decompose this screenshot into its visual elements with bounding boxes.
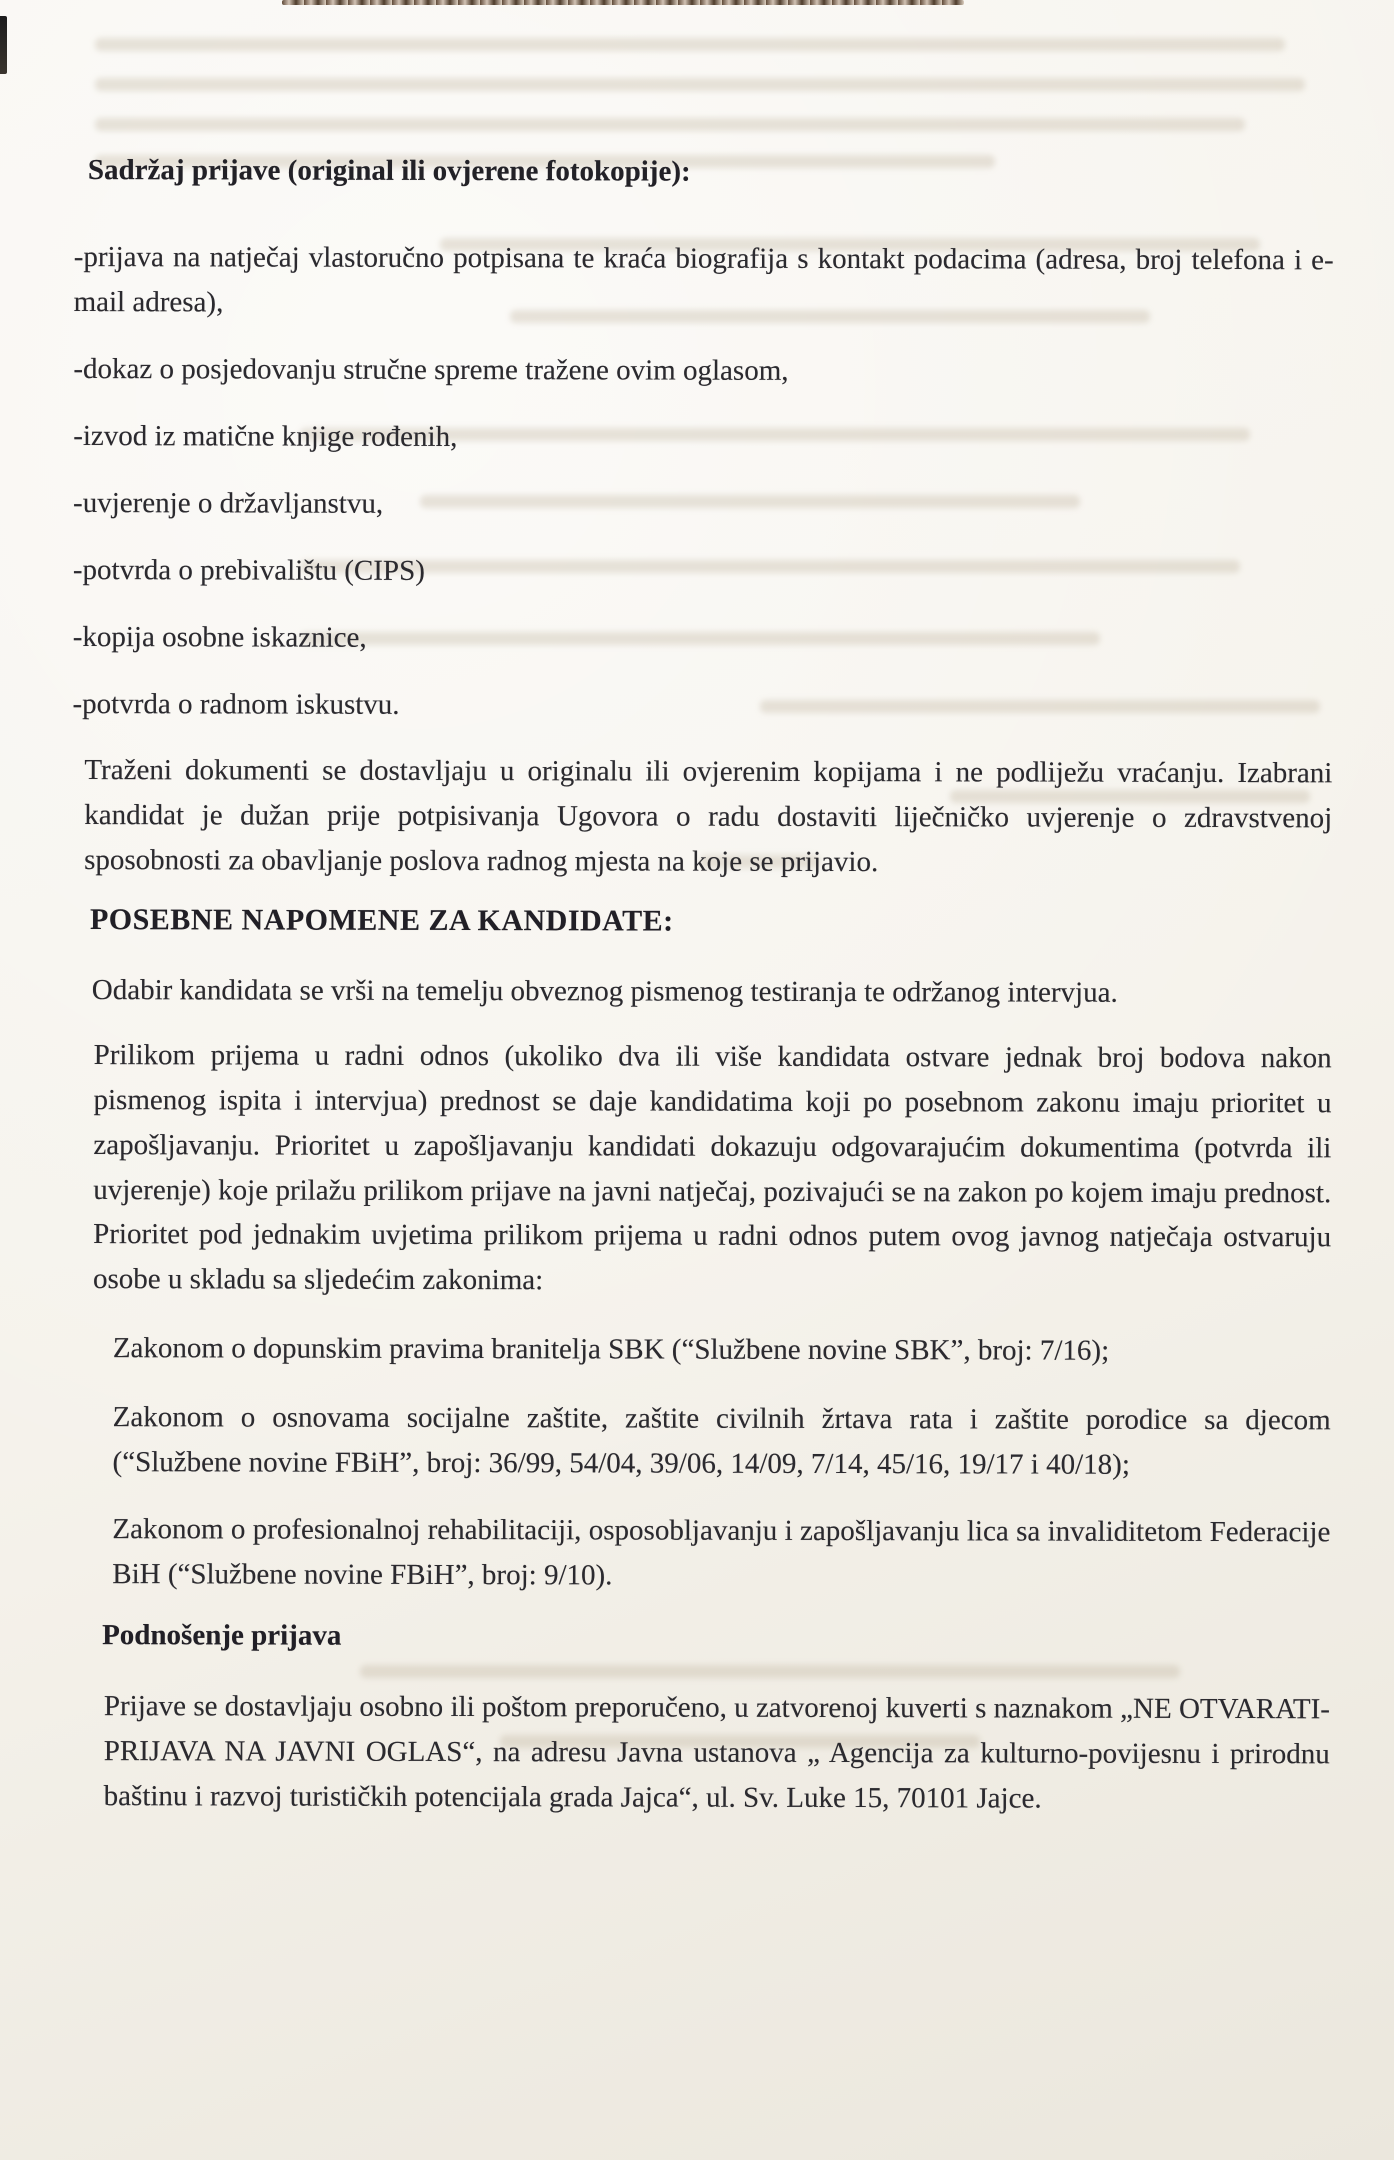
paragraph-required-documents: Traženi dokumenti se dostavljaju u originalu ili ovjerenim kopijama i ne podliježu vraćanju. Izabrani kandidat je dužan prije potpisivanja Ugovora o radu dostaviti liječničko uvjerenje o zdravstvenoj sposobnosti za obavljanje poslova radnog mjesta na koje se prijavio.	[84, 754, 1333, 879]
law-reference: Zakonom o osnovama socijalne zaštite, zaštite civilnih žrtava rata i zaštite porodice sa djecom (“Službene novine FBiH”, broj: 36/99, 54/04, 39/06, 14/09, 7/14, 45/16, 19/17 i 40/18);	[112, 1401, 1331, 1481]
law-reference: Zakonom o dopunskim pravima branitelja SBK (“Službene novine SBK”, broj: 7/16);	[112, 1332, 1110, 1368]
document-content	[68, 148, 1334, 1822]
paragraph-employment-priority: Prilikom prijema u radni odnos (ukoliko dva ili više kandidata ostvare jednak broj bodova nakon pismenog ispita i intervjua) prednost se daje kandidatima koji po posebnom zakonu imaju prioritet u zapošljavanju. Prioritet u zapošljavanju kandidati dokazuju odgovarajućim dokumentima (potvrda ili uvjerenje) koje prilažu prilikom prijave na javni natječaj, pozivajući se na zakon po kojem imaju prednost. Prioritet pod jednakim uvjetima prilikom prijema u radni odnos putem ovog javnog natječaja ostvaruju osobe u skladu sa sljedećim zakonima:	[92, 1038, 1332, 1297]
document-title: Sadržaj prijave (original ili ovjerene fotokopije):	[87, 154, 691, 188]
bleed-through-line	[95, 118, 1245, 131]
bleed-through-line	[95, 78, 1305, 91]
application-item: -dokaz o posjedovanju stručne spreme tražene ovim oglasom,	[73, 352, 789, 387]
application-item: -potvrda o radnom iskustvu.	[72, 687, 400, 721]
application-item: -potvrda o prebivalištu (CIPS)	[72, 553, 425, 587]
application-items-list	[70, 235, 1333, 730]
heading-special-notes: POSEBNE NAPOMENE ZA KANDIDATE:	[89, 903, 674, 938]
paragraph-submission-instructions: Prijave se dostavljaju osobno ili poštom preporučeno, u zatvorenoj kuverti s naznakom „NE OTVARATI-PRIJAVA NA JAVNI OGLAS“, na adresu Javna ustanova „ Agencija za kulturno-povijesnu i prirodnu baštinu i razvoj turističkih potencijala grada Jajca“, ul. Sv. Luke 15, 70101 Jajce.	[103, 1690, 1330, 1815]
application-item: -uvjerenje o državljanstvu,	[73, 486, 384, 520]
heading-submission: Podnošenje prijava	[102, 1619, 342, 1652]
scan-edge-artifact	[282, 0, 964, 5]
scan-corner-mark	[0, 16, 7, 74]
application-item: -kopija osobne iskaznice,	[72, 620, 367, 654]
application-item: -izvod iz matične knjige rođenih,	[73, 419, 458, 453]
application-item: -prijava na natječaj vlastoručno potpisana te kraća biografija s kontakt podacima (adresa, broj telefona i e-mail adresa),	[73, 240, 1334, 319]
paragraph-candidate-selection: Odabir kandidata se vrši na temelju obveznog pismenog testiranja te održanog intervjua.	[91, 973, 1118, 1009]
bleed-through-line	[95, 38, 1285, 51]
law-reference: Zakonom o profesionalnoj rehabilitaciji, osposobljavanju i zapošljavanju lica sa invaliditetom Federacije BiH (“Službene novine FBiH”, broj: 9/10).	[112, 1513, 1331, 1592]
